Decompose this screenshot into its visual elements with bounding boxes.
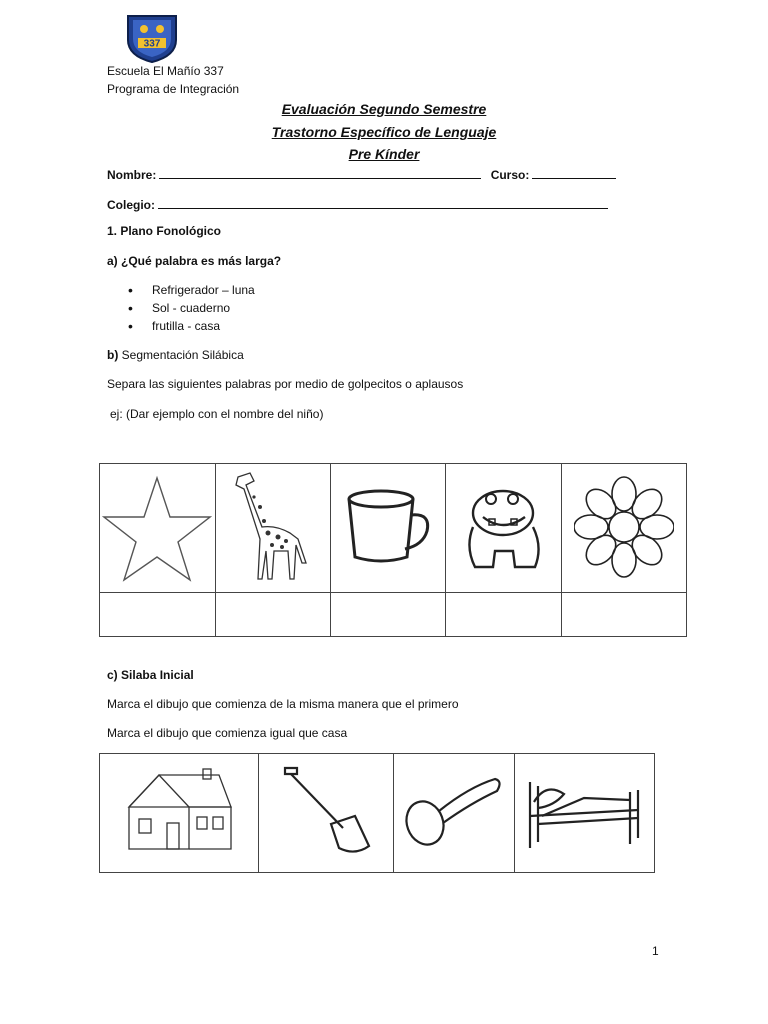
title-line-1: Evaluación Segundo Semestre	[281, 101, 487, 117]
example-b: ej: (Dar ejemplo con el nombre del niño)	[110, 407, 324, 421]
name-field[interactable]	[159, 166, 481, 179]
bed-icon	[524, 772, 644, 852]
school-row	[107, 196, 608, 212]
program-name: Programa de Integración	[107, 82, 240, 96]
answer-cell[interactable]	[446, 593, 562, 637]
answer-cell[interactable]	[215, 593, 330, 637]
initial-syllable-table	[99, 753, 655, 873]
question-c	[107, 668, 194, 682]
answer-cell[interactable]	[100, 593, 216, 637]
question-b-letter: b)	[107, 348, 119, 362]
instruction-c-2: Marca el dibujo que comienza igual que casa	[107, 726, 348, 740]
picture-cell[interactable]	[514, 754, 654, 873]
syllable-picture-table	[99, 463, 687, 637]
name-label: Nombre:	[107, 168, 157, 182]
answer-cell[interactable]	[561, 593, 686, 637]
school-logo	[124, 12, 180, 64]
house-icon	[119, 767, 239, 857]
question-c-letter: c)	[107, 668, 118, 682]
question-b	[107, 348, 244, 362]
picture-cell[interactable]	[331, 464, 446, 593]
title-line-3: Pre Kínder	[348, 146, 420, 162]
giraffe-icon	[228, 467, 318, 587]
list-item: • frutilla - casa	[128, 317, 255, 335]
cup-icon	[343, 487, 433, 567]
picture-cell[interactable]	[446, 464, 562, 593]
course-field[interactable]	[532, 166, 616, 179]
picture-cell[interactable]	[393, 754, 514, 873]
question-a-letter: a)	[107, 254, 118, 268]
question-a	[107, 254, 281, 268]
question-b-heading: Segmentación Silábica	[121, 348, 244, 362]
question-a-text: ¿Qué palabra es más larga?	[121, 254, 282, 268]
title-line-2: Trastorno Específico de Lenguaje	[271, 124, 497, 140]
page-number: 1	[652, 944, 659, 958]
word-pairs-list	[128, 281, 255, 335]
picture-cell[interactable]	[100, 754, 259, 873]
school-field[interactable]	[158, 196, 608, 209]
shovel-icon	[271, 762, 381, 862]
picture-cell[interactable]	[561, 464, 686, 593]
section-heading: 1. Plano Fonológico	[107, 224, 221, 238]
school-label: Colegio:	[107, 198, 155, 212]
question-c-heading: Silaba Inicial	[121, 668, 194, 682]
instruction-b: Separa las siguientes palabras por medio de golpecitos o aplausos	[107, 377, 464, 391]
course-label: Curso:	[490, 168, 530, 182]
instruction-c-1: Marca el dibujo que comienza de la misma manera que el primero	[107, 697, 459, 711]
picture-cell[interactable]	[100, 464, 216, 593]
picture-cell[interactable]	[215, 464, 330, 593]
name-row	[107, 166, 616, 182]
list-item: • Sol - cuaderno	[128, 299, 255, 317]
picture-cell[interactable]	[258, 754, 393, 873]
hippo-icon	[453, 477, 553, 577]
spoon-icon	[399, 767, 509, 857]
school-name: Escuela El Mañío 337	[107, 64, 224, 78]
star-icon	[102, 472, 212, 582]
logo-number: 337	[143, 38, 161, 50]
answer-cell[interactable]	[331, 593, 446, 637]
flower-icon	[574, 472, 674, 582]
list-item: • Refrigerador – luna	[128, 281, 255, 299]
